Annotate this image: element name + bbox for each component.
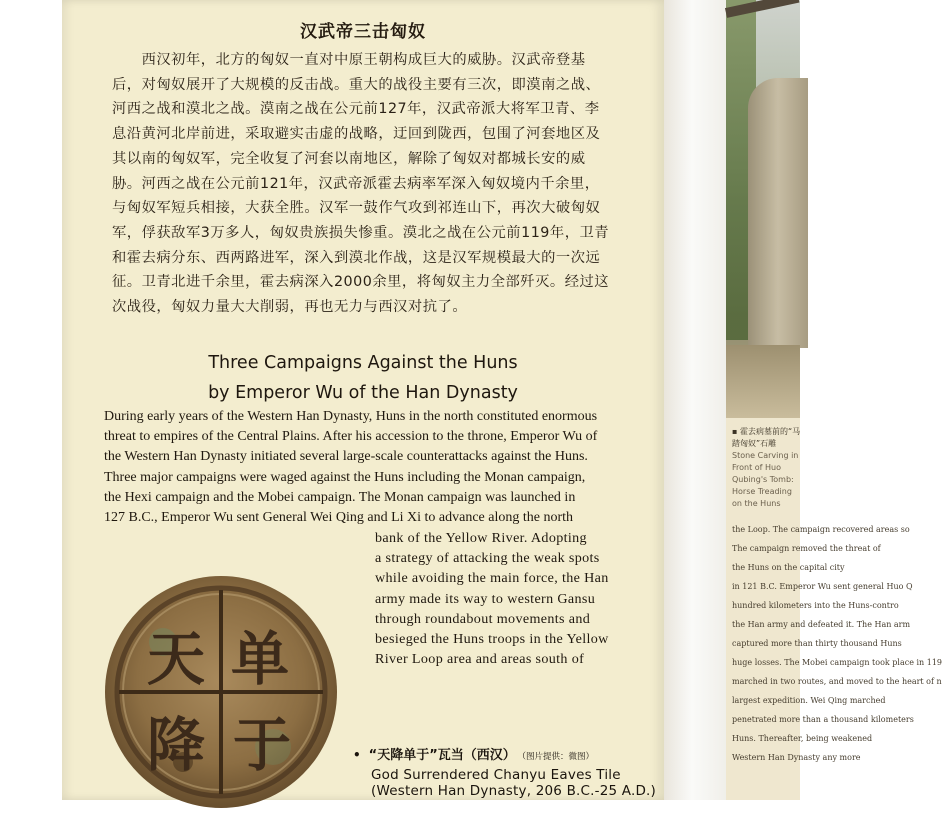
right-text-line: marched in two routes, and moved to the heart of n (732, 677, 942, 686)
english-line: a strategy of attacking the weak spots (375, 550, 600, 567)
photo-caption-cn: ▪ 霍去病墓前的“马踏匈奴”石雕 (732, 427, 801, 448)
english-title-line: by Emperor Wu of the Han Dynasty (208, 383, 518, 403)
right-text-line: huge losses. The Mobei campaign took place in 119 (732, 658, 942, 667)
english-title-line: Three Campaigns Against the Huns (208, 353, 518, 373)
caption-bullet: • (353, 748, 361, 762)
chinese-title: 汉武帝三击匈奴 (300, 22, 426, 42)
right-book-page (726, 0, 942, 800)
right-text-line: the Huns on the capital city (732, 563, 845, 572)
right-text-line: Huns. Thereafter, being weakened (732, 734, 873, 743)
right-text-line: captured more than thirty thousand Huns (732, 639, 902, 648)
chinese-line: 胁。河西之战在公元前121年，汉武帝派霍去病率军深入匈奴境内千余里， (112, 175, 600, 192)
tile-caption (353, 745, 657, 799)
chinese-paragraph (112, 48, 622, 320)
english-title (62, 348, 664, 408)
chinese-line: 后，对匈奴展开了大规模的反击战。重大的战役主要有三次，即漠南之战、 (112, 76, 601, 93)
english-line: besieged the Huns troops in the Yellow (375, 631, 609, 648)
right-text-line: penetrated more than a thousand kilometers (732, 715, 914, 724)
tile-char-top-right: 单 (231, 625, 290, 693)
chinese-line: 次战役，匈奴力量大大削弱，再也无力与西汉对抗了。 (112, 299, 468, 316)
chinese-line: 军，俘获敌军3万多人，匈奴贵族损失惨重。漠北之战在公元前119年，卫青 (112, 224, 610, 241)
caption-credit: （图片提供：微图） (521, 752, 595, 762)
right-page-text (732, 520, 942, 767)
english-line: Three major campaigns were waged against the Huns including the Monan campaign, (104, 469, 586, 485)
english-line: the Western Han Dynasty initiated several large-scale counterattacks against the Huns. (104, 449, 588, 465)
chinese-line: 其以南的匈奴军，完全收复了河套以南地区，解除了匈奴对都城长安的威 (112, 150, 586, 167)
english-line: through roundabout movements and (375, 610, 591, 627)
english-line: During early years of the Western Han Dynasty, Huns in the north constituted enormous (104, 409, 598, 424)
tile-char-bottom-left: 降 (147, 711, 206, 779)
english-paragraph (104, 407, 597, 528)
caption-cn: “天降单于”瓦当（西汉） (368, 748, 516, 763)
right-text-line: largest expedition. Wei Qing marched (732, 696, 886, 705)
right-text-line: in 121 B.C. Emperor Wu sent general Huo Q (732, 582, 913, 591)
english-line: army made its way to western Gansu (375, 590, 596, 607)
english-line: bank of the Yellow River. Adopting (375, 530, 587, 546)
right-text-line: the Loop. The campaign recovered areas so (732, 525, 910, 534)
photo-caption (732, 426, 802, 510)
caption-en-line-2: (Western Han Dynasty, 206 B.C.-25 A.D.) (371, 783, 657, 799)
chinese-line: 息沿黄河北岸前进，采取避实击虚的战略，迂回到陇西，包围了河套地区及 (112, 126, 601, 143)
chinese-line: 河西之战和漠北之战。漠南之战在公元前127年，汉武帝派大将军卫青、李 (112, 101, 600, 118)
chinese-line: 与匈奴军短兵相接，大获全胜。汉军一鼓作气攻到祁连山下，再次大破匈奴 (112, 200, 601, 217)
english-paragraph-wrapped (375, 528, 609, 669)
chinese-line: 和霍去病分东、西两路进军，深入到漠北作战，这是汉军规模最大的一次远 (112, 249, 601, 266)
chinese-line: 西汉初年，北方的匈奴一直对中原王朝构成巨大的威胁。汉武帝登基 (112, 52, 586, 68)
caption-en-line-1: God Surrendered Chanyu Eaves Tile (371, 767, 621, 783)
stone-carving-photo (726, 0, 800, 418)
book-gutter (664, 0, 726, 800)
right-text-line: Western Han Dynasty any more (732, 753, 861, 762)
eaves-tile-disc (103, 572, 348, 817)
eaves-tile-image (103, 572, 348, 800)
english-line: while avoiding the main force, the Han (375, 570, 609, 587)
english-line: 127 B.C., Emperor Wu sent General Wei Qing and Li Xi to advance along the north (104, 510, 574, 526)
right-text-line: The campaign removed the threat of (732, 544, 881, 553)
english-line: the Hexi campaign and the Mobei campaign. The Monan campaign was launched in (104, 489, 576, 505)
tile-char-bottom-right: 于 (233, 711, 292, 779)
chinese-line: 征。卫青北进千余里，霍去病深入2000余里，将匈奴主力全部歼灭。经过这 (112, 274, 610, 291)
english-line: threat to empires of the Central Plains. After his accession to the throne, Emperor Wu of (104, 429, 598, 445)
right-text-line: the Han army and defeated it. The Han arm (732, 620, 911, 629)
right-text-line: hundred kilometers into the Huns-contro (732, 601, 899, 610)
tile-char-top-left: 天 (147, 625, 206, 693)
english-line: River Loop area and areas south of (375, 651, 585, 668)
photo-caption-en: Stone Carving in Front of Huo Qubing's Tomb: Horse Treading on the Huns (732, 451, 799, 508)
